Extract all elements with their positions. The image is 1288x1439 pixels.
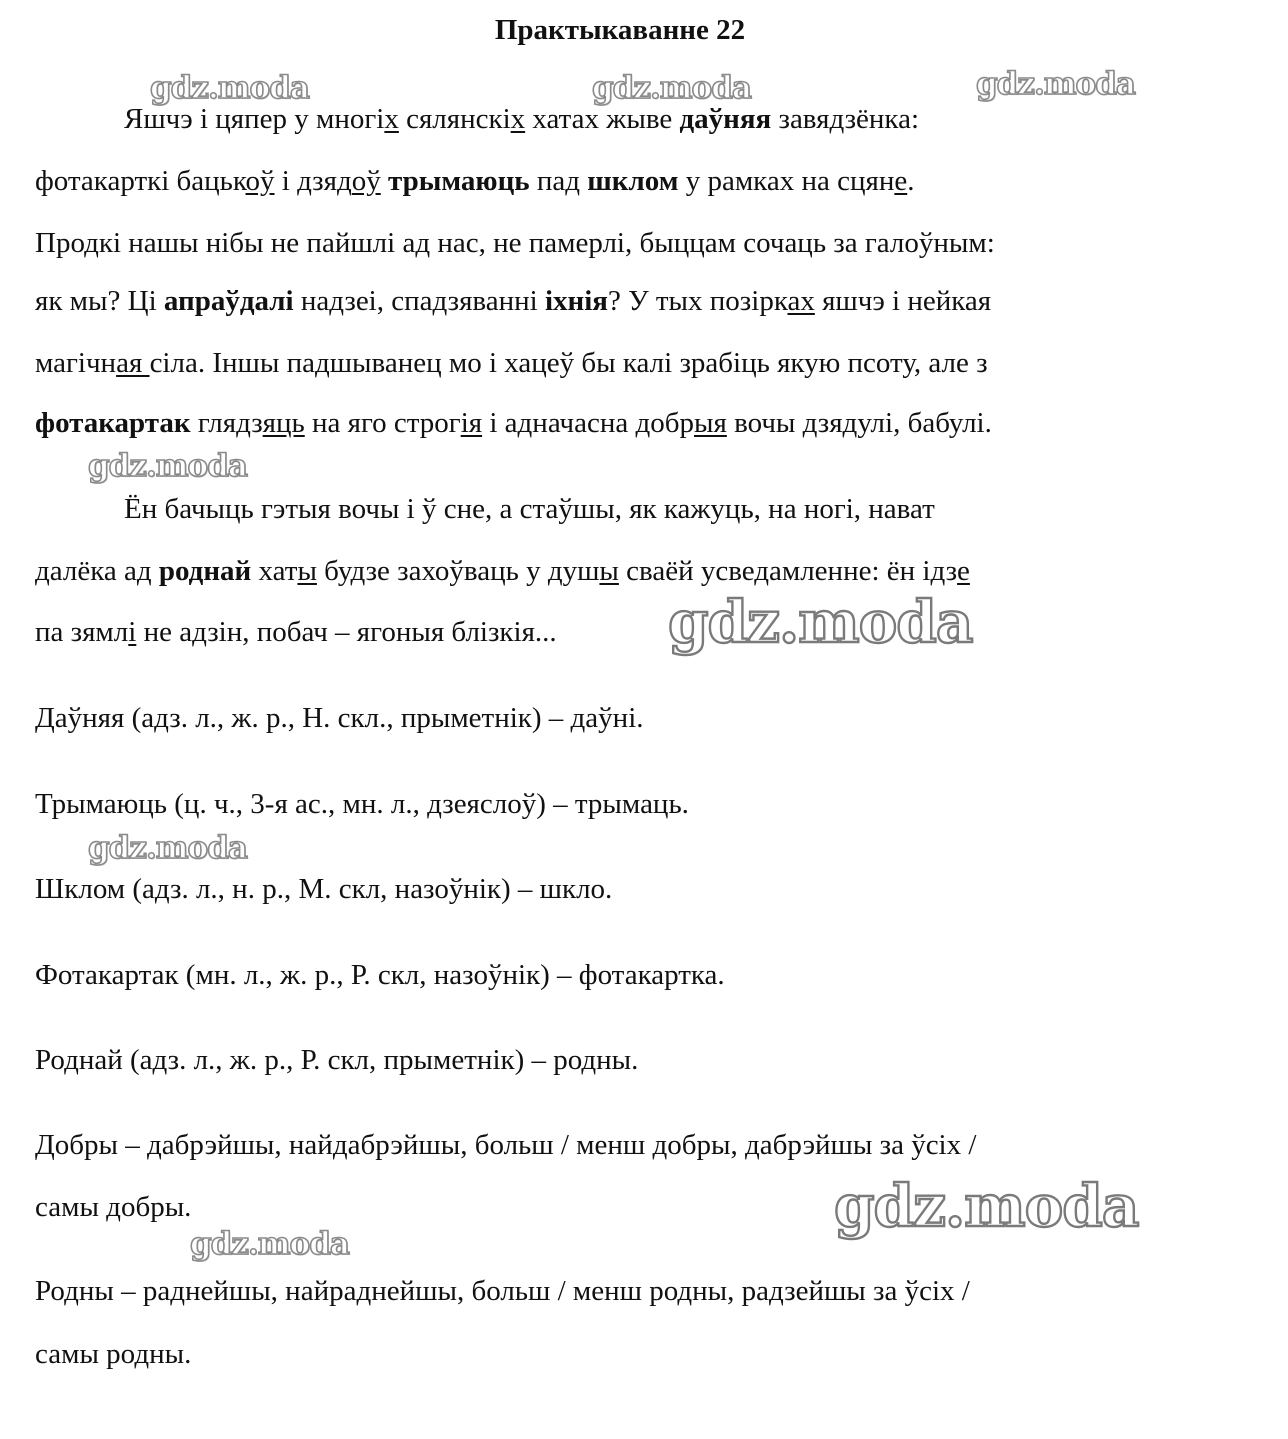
text-line: Яшчэ і цяпер у многіх сялянскіх хатах жыве даўняя завядзёнка: — [124, 103, 919, 135]
text-line: як мы? Ці апраўдалі надзеі, спадзяванні іхнія? У тых позірках яшчэ і нейкая — [35, 285, 992, 317]
analysis-line: Трымаюць (ц. ч., 3-я ас., мн. л., дзеяслоў) – трымаць. — [35, 788, 689, 820]
text-line: Продкі нашы нібы не пайшлі ад нас, не памерлі, быццам сочаць за галоўным: — [35, 227, 995, 259]
watermark: gdz.moda — [668, 588, 973, 656]
page-title: Практыкаванне 22 — [494, 14, 746, 46]
text-line: фотакартак глядзяць на яго строгія і адначасна добрыя вочы дзядулі, бабулі. — [35, 407, 992, 439]
watermark: gdz.moda — [976, 66, 1135, 102]
text-line: па зямлі не адзін, побач – ягоныя блізкія... — [35, 616, 557, 648]
watermark: gdz.moda — [592, 70, 751, 106]
analysis-line: Даўняя (адз. л., ж. р., Н. скл., прыметнік) – даўні. — [35, 702, 644, 734]
watermark: gdz.moda — [88, 830, 247, 866]
text-line: далёка ад роднай хаты будзе захоўваць у душы сваёй усведамленне: ён ідзе — [35, 555, 970, 587]
comparison-line: самы родны. — [35, 1338, 192, 1370]
watermark: gdz.moda — [190, 1226, 349, 1262]
text-line: Ён бачыць гэтыя вочы і ў сне, а стаўшы, як кажуць, на ногі, нават — [124, 493, 935, 525]
watermark: gdz.moda — [88, 448, 247, 484]
text-line: магічная сіла. Іншы падшыванец мо і хацеў бы калі зрабіць якую псоту, але з — [35, 347, 988, 379]
watermark: gdz.moda — [150, 70, 309, 106]
analysis-line: Шклом (адз. л., н. р., М. скл, назоўнік) – шкло. — [35, 873, 613, 905]
analysis-line: Роднай (адз. л., ж. р., Р. скл, прыметнік) – родны. — [35, 1044, 639, 1076]
watermark: gdz.moda — [834, 1172, 1139, 1240]
comparison-line: самы добры. — [35, 1191, 192, 1223]
comparison-line: Добры – дабрэйшы, найдабрэйшы, больш / менш добры, дабрэйшы за ўсіх / — [35, 1129, 977, 1161]
text-line: фотакарткі бацькоў і дзядоў трымаюць пад шклом у рамках на сцяне. — [35, 165, 915, 197]
comparison-line: Родны – раднейшы, найраднейшы, больш / менш родны, радзейшы за ўсіх / — [35, 1275, 970, 1307]
analysis-line: Фотакартак (мн. л., ж. р., Р. скл, назоўнік) – фотакартка. — [35, 959, 725, 991]
